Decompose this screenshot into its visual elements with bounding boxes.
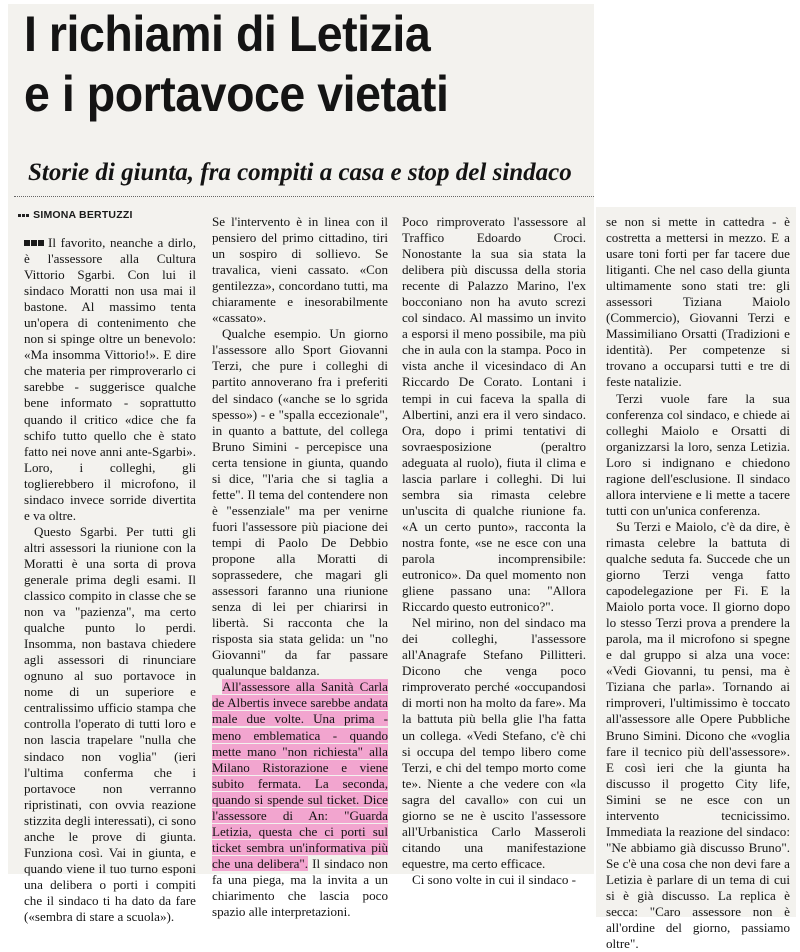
headline xyxy=(24,4,554,124)
column-3 xyxy=(402,214,586,888)
byline xyxy=(18,209,133,221)
headline-line-1: I richiami di Letizia xyxy=(24,6,431,62)
paragraph: se non si mette in cattedra - è costretta a mettersi in mezzo. E a usare toni forti per far tacere due litiganti. Che nel caso della giunta ultimamente sono stati tre: gli assessori Tiziana Maiolo (Commercio), Giovanni Terzi e Massimiliano Orsatti (Tradizioni e identità). Per competenze si trovano a occuparsi tutti e tre di feste natalizie. xyxy=(606,214,790,390)
column-1 xyxy=(24,235,196,925)
author-name: SIMONA BERTUZZI xyxy=(33,209,133,221)
paragraph: Questo Sgarbi. Per tutti gli altri assessori la riunione con la Moratti è una sorta di prova generale prima degli esami. Il classico compito in classe che se non va "pazienza", ma certo qualche punto lo perdi. Insomma, non bastava chiedere agli assessori di rinunciare ognuno al suo portavoce in nome di un superiore e centralissimo ufficio stampa che controlla l'operato di tutti loro e non lascia trapelare "nulla che sindaco non voglia" (ieri l'ultima conferma che i portavoce non verranno ripristinati, con ovvia reazione stizzita degli interessati), ci sono anche le prove di giunta. Funziona così. Vai in giunta, e quando viene il tuo turno esponi una delibera o porti i compiti che il sindaco ti ha dato da fare («sembra di stare a scuola»). xyxy=(24,523,196,924)
paragraph: Nel mirino, non del sindaco ma dei colleghi, l'assessore all'Anagrafe Stefano Pillitteri. Dicono che venga poco rimproverato perché «occupandosi di morti non ha molto da fare». Ma la battuta più bella glie l'ha fatta un collega. «Vedi Stefano, c'è chi si occupa del tempo libero come Terzi, e chi del tempo morto come te». Niente a che vedere con «la sagra del cavallo» con cui un giorno se ne è uscito l'assessore all'Urbanistica Carlo Masseroli citando una manifestazione equestre, ma certo efficace. xyxy=(402,615,586,871)
subheadline: Storie di giunta, fra compiti a casa e stop del sindaco xyxy=(28,159,572,186)
paragraph: Terzi vuole fare la sua conferenza col sindaco, e chiede ai colleghi Maiolo e Orsatti di organizzarsi la loro, senza Letizia. Loro si indignano e chiedono ragione dell'esclusione. Il sindaco allora interviene e li mette a tacere tutti con un'unica conferenza. xyxy=(606,390,790,518)
header-divider xyxy=(14,196,594,197)
column-4 xyxy=(606,214,790,952)
paragraph: Il favorito, neanche a dirlo, è l'assessore alla Cultura Vittorio Sgarbi. Con lui il sindaco Moratti non usa mai il bastone. Al massimo tenta un'opera di contenimento che non si spinge oltre un benevolo: «Ma insomma Vittorio!». E dire che materia per rimproverarlo ci sarebbe - suggerisce qualche bene informato - soprattutto quando il critico «dice che fa schifo tutto quello che è stato fatto nei nove anni ante-Sgarbi». Loro, i colleghi, gli toglierebbero il microfono, il sindaco invece sorride divertita e va oltre. xyxy=(24,235,196,523)
column-2 xyxy=(212,214,388,920)
paragraph: Se l'intervento è in linea con il pensiero del primo cittadino, tiri un sospiro di sollievo. Se travalica, vieni cassato. «Con gentilezza», concordano tutti, ma chiaramente e inesorabilmente «cassato». xyxy=(212,214,388,326)
headline-line-2: e i portavoce vietati xyxy=(24,66,449,122)
highlight-tail: Il sindaco non fa una piega, ma la invita a un chiarimento che lascia poco spazio alle interpretazioni. xyxy=(212,855,389,920)
paragraph: Ci sono volte in cui il sindaco - xyxy=(412,871,577,887)
highlighted-passage: All'assessore alla Sanità Carla de Albertis invece sarebbe andata male due volte. Una prima - meno emblematica - quando mette mano "non richiesta" alla Milano Ristorazione e viene subito fermata. La seconda, quando si spende sul ticket. Dice l'assessore di An: "Guarda Letizia, questa che ci porti sul ticket sembra un'informativa più che una delibera". xyxy=(212,679,388,871)
paragraph: Poco rimproverato l'assessore al Traffico Edoardo Croci. Nonostante la sua sia stata la delibera più discussa della storia recente di Palazzo Marino, l'ex bocconiano non ha avuto screzi col sindaco. Al massimo un invito a esporsi il meno possibile, ma più che in aula con la stampa. Poco in vista anche il vicesindaco di An Riccardo De Corato. Lontani i tempi in cui faceva la spalla di Albertini, anzi era il vero sindaco. Ora, dopo i primi tentativi di sovraesposizione (peraltro adeguata al ruolo), fiuta il clima e lascia parlare i colleghi. Di lui sembra sia rimasta celebre un'uscita di qualche riunione fa. «A un certo punto», racconta la nostra fonte, «se ne esce con una parola incomprensibile: eutronico». Da quel momento non gliene passano una: "Allora Riccardo questo eutronico?". xyxy=(402,214,586,615)
paragraph: Su Terzi e Maiolo, c'è da dire, è rimasta celebre la battuta di qualche seduta fa. Succede che un giorno Terzi venga fatto capodelegazione per Fi. E la Maiolo porta voce. Il giorno dopo lo stesso Terzi prova a prendere la parola, ma il microfono si spegne e dal gruppo si alza una voce: «Vedi Giovanni, tu pensi, ma è Tiziana che parla». Tornando ai rimproveri, l'ultimissimo è toccato all'assessore alle Opere Pubbliche Bruno Simini. Dicono che «voglia fare il tecnico più dell'assessore». E così ieri che la giunta ha discusso il progetto City life, Simini se ne esce con un intervento tecnicissimo. Immediata la reazione del sindaco: "Ne abbiamo già discusso Bruno". Se c'è una cosa che non devi fare a Letizia è parlare di un tema di cui si è già discusso. La replica è secca: "Caro assessore non è all'ordine del giorno, passiamo oltre". xyxy=(606,518,790,952)
lead-marker-icon xyxy=(24,235,45,251)
byline-marker-icon xyxy=(18,209,30,221)
paragraph: Qualche esempio. Un giorno l'assessore allo Sport Giovanni Terzi, che pure i colleghi di partito annoverano fra i preferiti del sindaco («anche se lo sgrida spesso») - e "spalla eccezionale", in quanto a battute, del collega Bruno Simini - percepisce una certa tensione in giunta, quando si dice, "l'aria che si taglia a fette". Il tema del contendere non è "essenziale" ma per venirne fuori l'assessore più piacione dei tempi di Paolo De Debbio propone alla Moratti di soprassedere, che magari gli assessori faranno una riunione senza di lei per chiarirsi in libertà. Si racconta che la risposta sia stata gelida: un "no Giovanni" da far passare qualunque baldanza. xyxy=(212,326,388,679)
paragraph xyxy=(212,679,388,920)
